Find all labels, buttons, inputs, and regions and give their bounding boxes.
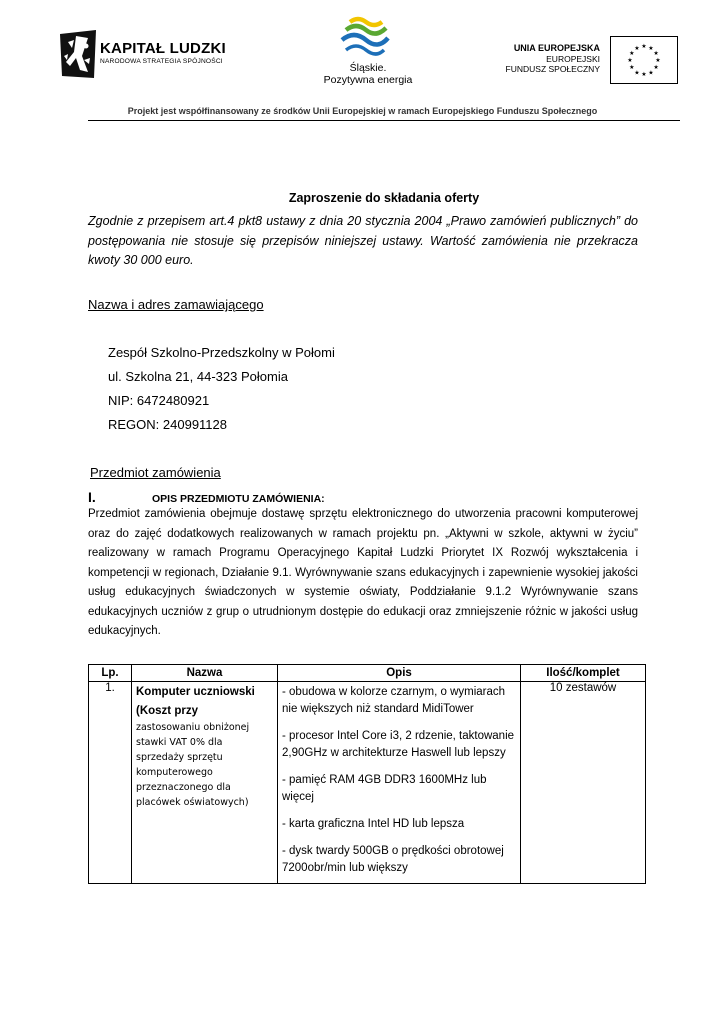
buyer-section-heading: Nazwa i adres zamawiającego (88, 297, 264, 312)
eu-star-icon: ★ (629, 51, 635, 58)
col-header-opis: Opis (278, 665, 521, 682)
kapital-ludzki-emblem-icon (60, 30, 96, 78)
table-header-row (89, 665, 646, 682)
col-header-name: Nazwa (132, 665, 278, 682)
eu-flag-icon (610, 36, 678, 84)
eu-text (470, 43, 600, 75)
intro-paragraph: Zgodnie z przepisem art.4 pkt8 ustawy z dnia 20 stycznia 2004 „Prawo zamówień publicznych” do postępowania nie stosuje się przepisów niniejszej ustawy. Wartość zamówienia nie przekracza kwoty 30 000 euro. (88, 214, 638, 267)
opis-item-cpu: - procesor Intel Core i3, 2 rdzenie, taktowanie 2,90GHz w architekturze Haswell lub lepszy (282, 730, 515, 759)
col-header-qty: Ilość/komplet (521, 665, 646, 682)
row-name-cell (132, 682, 278, 884)
eu-star-icon: ★ (627, 58, 633, 65)
table-row (89, 682, 646, 884)
slaskie-line2: Pozytywna energia (323, 74, 413, 86)
row-qty: 10 zestawów (521, 682, 646, 884)
opis-item-disk: - dysk twardy 500GB o prędkości obrotowej 7200obr/min lub większy (282, 845, 504, 874)
eu-star-icon: ★ (641, 72, 647, 79)
eu-star-icon: ★ (655, 58, 661, 65)
header-divider (88, 120, 680, 121)
row-name-cost: (Koszt przy (136, 705, 198, 717)
row-lp: 1. (89, 682, 132, 884)
eu-star-icon: ★ (653, 51, 659, 58)
subject-section-heading: Przedmiot zamówienia (90, 465, 221, 480)
eu-star-icon: ★ (648, 70, 654, 77)
slaskie-logo-icon (336, 14, 392, 60)
eu-star-icon: ★ (634, 46, 640, 53)
page-title: Zaproszenie do składania oferty (288, 191, 480, 205)
buyer-name: Zespół Szkolno-Przedszkolny w Połomi (108, 345, 335, 360)
eu-star-icon: ★ (648, 46, 654, 53)
row-name-note: zastosowaniu obniżonej stawki VAT 0% dla sprzedaży sprzętu komputerowego przeznaczonego dla placówek oświatowych) (136, 722, 250, 808)
col-header-lp: Lp. (89, 665, 132, 682)
slaskie-text (320, 62, 416, 86)
eu-line1: UNIA EUROPEJSKA (513, 43, 600, 53)
eu-line2: EUROPEJSKI (546, 53, 600, 64)
eu-line3: FUNDUSZ SPOŁECZNY (505, 64, 600, 74)
eu-star-icon: ★ (641, 44, 647, 51)
eu-star-icon: ★ (634, 70, 640, 77)
buyer-nip: NIP: 6472480921 (108, 393, 210, 408)
eu-star-icon: ★ (653, 65, 659, 72)
opis-item-ram: - pamięć RAM 4GB DDR3 1600MHz lub więcej (282, 774, 487, 803)
opis-heading (88, 489, 325, 505)
row-opis-cell (278, 682, 521, 884)
buyer-address: ul. Szkolna 21, 44-323 Połomia (108, 369, 288, 384)
opis-title: OPIS PRZEDMIOTU ZAMÓWIENIA: (152, 493, 325, 505)
kl-subtitle: NARODOWA STRATEGIA SPÓJNOŚCI (100, 58, 223, 65)
opis-item-gpu: - karta graficzna Intel HD lub lepsza (282, 818, 465, 830)
cofinance-note: Projekt jest współfinansowany ze środków Unii Europejskiej w ramach Europejskiego Funduszu Społecznego (127, 106, 598, 116)
opis-paragraph: Przedmiot zamówienia obejmuje dostawę sprzętu elektronicznego do utworzenia pracowni komputerowej oraz do zajęć dodatkowych realizowanych w ramach projektu pn. „Aktywni w szkole, aktywni w życiu” realizowany w ramach Programu Operacyjnego Kapitał Ludzki Priorytet IX Rozwój wykształcenia i kompetencji w regionach, Działanie 9.1. Wyrównywanie szans edukacyjnych i zapewnienie wysokiej jakości usług edukacyjnych świadczonych w systemie oświaty, Poddziałanie 9.1.2 Wyrównywanie szans edukacyjnych uczniów z grup o utrudnionym dostępie do edukacji oraz zmniejszenie różnic w jakości usług edukacyjnych. (88, 508, 638, 637)
buyer-regon: REGON: 240991128 (108, 417, 227, 432)
items-table (88, 664, 646, 884)
kl-title: KAPITAŁ LUDZKI (100, 40, 226, 57)
slaskie-line1: Śląskie. (349, 62, 387, 74)
opis-item-case: - obudowa w kolorze czarnym, o wymiarach nie większych niż standard MidiTower (282, 686, 506, 715)
opis-number: I. (88, 489, 96, 505)
row-name: Komputer uczniowski (136, 686, 255, 698)
eu-star-icon: ★ (629, 65, 635, 72)
